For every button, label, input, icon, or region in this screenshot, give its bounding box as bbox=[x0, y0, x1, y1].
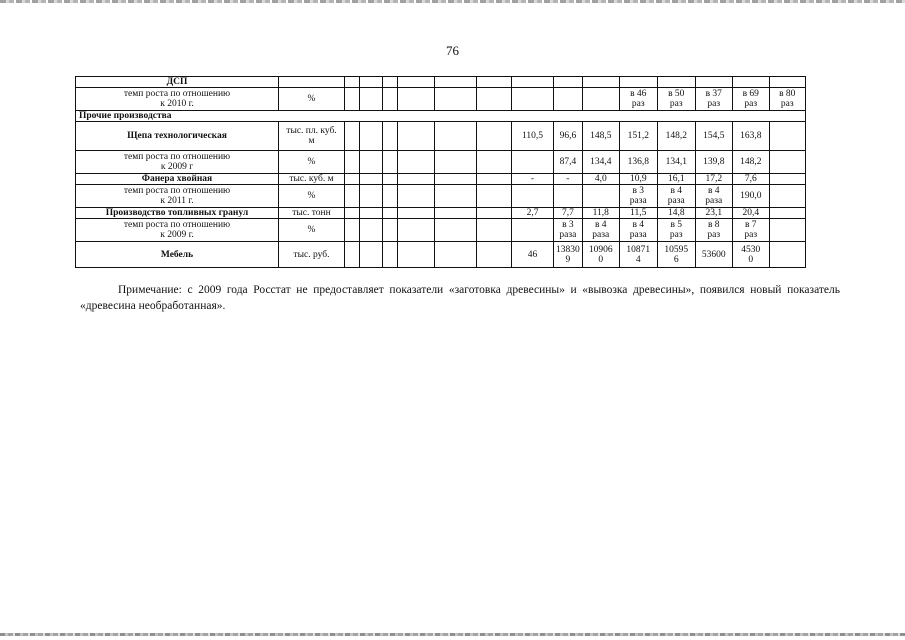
row-label: Производство топливных гранул bbox=[76, 208, 279, 219]
value-cell: в 69 раз bbox=[732, 88, 769, 111]
value-cell bbox=[383, 151, 398, 174]
row-unit: % bbox=[279, 151, 345, 174]
value-cell: 148,2 bbox=[732, 151, 769, 174]
value-cell: в 3 раза bbox=[619, 185, 657, 208]
value-cell bbox=[398, 208, 435, 219]
row-label: темп роста по отношению к 2009 г bbox=[76, 151, 279, 174]
row-label: Мебель bbox=[76, 242, 279, 268]
value-cell: 10,9 bbox=[619, 174, 657, 185]
value-cell bbox=[435, 77, 477, 88]
value-cell bbox=[345, 174, 360, 185]
value-cell bbox=[769, 122, 805, 151]
value-cell bbox=[477, 77, 512, 88]
row-unit bbox=[279, 77, 345, 88]
value-cell bbox=[383, 122, 398, 151]
row-label: темп роста по отношению к 2009 г. bbox=[76, 219, 279, 242]
value-cell: 2,7 bbox=[512, 208, 554, 219]
value-cell bbox=[732, 77, 769, 88]
value-cell bbox=[360, 208, 383, 219]
value-cell: 163,8 bbox=[732, 122, 769, 151]
row-label: Фанера хвойная bbox=[76, 174, 279, 185]
scan-edge-bottom bbox=[0, 633, 905, 636]
value-cell: 11,8 bbox=[582, 208, 619, 219]
value-cell bbox=[477, 185, 512, 208]
value-cell bbox=[398, 122, 435, 151]
value-cell: 20,4 bbox=[732, 208, 769, 219]
value-cell: 10871 4 bbox=[619, 242, 657, 268]
value-cell bbox=[360, 185, 383, 208]
value-cell: 11,5 bbox=[619, 208, 657, 219]
value-cell: 110,5 bbox=[512, 122, 554, 151]
value-cell: 148,2 bbox=[657, 122, 695, 151]
value-cell bbox=[345, 88, 360, 111]
value-cell bbox=[582, 88, 619, 111]
value-cell bbox=[619, 77, 657, 88]
value-cell: 151,2 bbox=[619, 122, 657, 151]
value-cell bbox=[383, 88, 398, 111]
value-cell: 53600 bbox=[695, 242, 732, 268]
value-cell: в 50 раз bbox=[657, 88, 695, 111]
value-cell bbox=[383, 185, 398, 208]
value-cell bbox=[398, 151, 435, 174]
row-label: темп роста по отношению к 2010 г. bbox=[76, 88, 279, 111]
value-cell bbox=[398, 88, 435, 111]
value-cell bbox=[477, 122, 512, 151]
value-cell bbox=[512, 88, 554, 111]
value-cell: 7,7 bbox=[554, 208, 583, 219]
value-cell: 4530 0 bbox=[732, 242, 769, 268]
value-cell bbox=[477, 88, 512, 111]
row-unit: тыс. пл. куб. м bbox=[279, 122, 345, 151]
value-cell bbox=[383, 242, 398, 268]
row-label: темп роста по отношению к 2011 г. bbox=[76, 185, 279, 208]
value-cell bbox=[512, 77, 554, 88]
value-cell bbox=[345, 208, 360, 219]
table-row bbox=[76, 77, 806, 88]
value-cell bbox=[360, 122, 383, 151]
value-cell: 13830 9 bbox=[554, 242, 583, 268]
value-cell bbox=[769, 242, 805, 268]
value-cell bbox=[383, 174, 398, 185]
value-cell bbox=[360, 174, 383, 185]
row-unit: % bbox=[279, 88, 345, 111]
value-cell: 96,6 bbox=[554, 122, 583, 151]
value-cell bbox=[512, 219, 554, 242]
table-row bbox=[76, 185, 806, 208]
value-cell: в 4 раза bbox=[582, 219, 619, 242]
row-unit: % bbox=[279, 219, 345, 242]
value-cell bbox=[383, 208, 398, 219]
table-row bbox=[76, 242, 806, 268]
value-cell: в 46 раз bbox=[619, 88, 657, 111]
value-cell: 87,4 bbox=[554, 151, 583, 174]
value-cell bbox=[657, 77, 695, 88]
value-cell bbox=[435, 185, 477, 208]
value-cell: в 4 раза bbox=[619, 219, 657, 242]
value-cell bbox=[554, 88, 583, 111]
value-cell bbox=[769, 185, 805, 208]
table-row bbox=[76, 174, 806, 185]
value-cell bbox=[435, 88, 477, 111]
row-label: ДСП bbox=[76, 77, 279, 88]
value-cell bbox=[435, 208, 477, 219]
value-cell bbox=[398, 77, 435, 88]
row-unit: тыс. руб. bbox=[279, 242, 345, 268]
table-note: Примечание: с 2009 года Росстат не предоставляет показатели «заготовка древесины» и «вывозка древесины», появился новый показатель «древесина необработанная». bbox=[80, 284, 840, 312]
value-cell bbox=[582, 77, 619, 88]
value-cell bbox=[345, 77, 360, 88]
value-cell bbox=[435, 151, 477, 174]
value-cell: в 4 раза bbox=[695, 185, 732, 208]
value-cell: 7,6 bbox=[732, 174, 769, 185]
value-cell bbox=[695, 77, 732, 88]
value-cell bbox=[360, 77, 383, 88]
value-cell: 10595 6 bbox=[657, 242, 695, 268]
value-cell bbox=[769, 219, 805, 242]
value-cell bbox=[477, 242, 512, 268]
table-row bbox=[76, 111, 806, 122]
value-cell: в 37 раз bbox=[695, 88, 732, 111]
value-cell bbox=[360, 219, 383, 242]
table-row bbox=[76, 122, 806, 151]
value-cell: 134,4 bbox=[582, 151, 619, 174]
value-cell bbox=[477, 208, 512, 219]
page-number: 76 bbox=[446, 43, 459, 58]
value-cell: 46 bbox=[512, 242, 554, 268]
value-cell bbox=[769, 174, 805, 185]
value-cell bbox=[512, 151, 554, 174]
value-cell bbox=[435, 174, 477, 185]
value-cell bbox=[582, 185, 619, 208]
value-cell bbox=[769, 77, 805, 88]
value-cell bbox=[512, 185, 554, 208]
value-cell: - bbox=[512, 174, 554, 185]
value-cell bbox=[345, 151, 360, 174]
value-cell: 14,8 bbox=[657, 208, 695, 219]
value-cell bbox=[477, 219, 512, 242]
value-cell bbox=[477, 174, 512, 185]
value-cell: 16,1 bbox=[657, 174, 695, 185]
row-unit: тыс. тонн bbox=[279, 208, 345, 219]
row-unit: тыс. куб. м bbox=[279, 174, 345, 185]
table-row bbox=[76, 219, 806, 242]
value-cell bbox=[360, 151, 383, 174]
value-cell: 190,0 bbox=[732, 185, 769, 208]
value-cell: 23,1 bbox=[695, 208, 732, 219]
table-row bbox=[76, 88, 806, 111]
value-cell: в 3 раза bbox=[554, 219, 583, 242]
value-cell: 154,5 bbox=[695, 122, 732, 151]
table-row bbox=[76, 151, 806, 174]
section-heading: Прочие производства bbox=[76, 111, 806, 122]
value-cell bbox=[435, 122, 477, 151]
scan-edge-top bbox=[0, 0, 905, 3]
value-cell bbox=[398, 185, 435, 208]
value-cell bbox=[398, 219, 435, 242]
value-cell: 4,0 bbox=[582, 174, 619, 185]
value-cell bbox=[477, 151, 512, 174]
value-cell: в 80 раз bbox=[769, 88, 805, 111]
value-cell bbox=[345, 242, 360, 268]
value-cell bbox=[769, 151, 805, 174]
value-cell bbox=[398, 242, 435, 268]
row-unit: % bbox=[279, 185, 345, 208]
value-cell bbox=[360, 88, 383, 111]
value-cell: 148,5 bbox=[582, 122, 619, 151]
value-cell bbox=[383, 77, 398, 88]
value-cell bbox=[435, 242, 477, 268]
value-cell: в 5 раз bbox=[657, 219, 695, 242]
statistics-table bbox=[75, 76, 806, 268]
value-cell bbox=[345, 185, 360, 208]
table-row bbox=[76, 208, 806, 219]
value-cell: 134,1 bbox=[657, 151, 695, 174]
value-cell: 136,8 bbox=[619, 151, 657, 174]
value-cell bbox=[435, 219, 477, 242]
value-cell: в 8 раз bbox=[695, 219, 732, 242]
value-cell bbox=[769, 208, 805, 219]
value-cell: 139,8 bbox=[695, 151, 732, 174]
value-cell bbox=[383, 219, 398, 242]
value-cell: в 7 раз bbox=[732, 219, 769, 242]
value-cell bbox=[398, 174, 435, 185]
value-cell bbox=[554, 185, 583, 208]
value-cell bbox=[345, 219, 360, 242]
value-cell: 17,2 bbox=[695, 174, 732, 185]
value-cell: 10906 0 bbox=[582, 242, 619, 268]
value-cell bbox=[554, 77, 583, 88]
value-cell bbox=[345, 122, 360, 151]
row-label: Щепа технологическая bbox=[76, 122, 279, 151]
value-cell bbox=[360, 242, 383, 268]
value-cell: - bbox=[554, 174, 583, 185]
value-cell: в 4 раза bbox=[657, 185, 695, 208]
